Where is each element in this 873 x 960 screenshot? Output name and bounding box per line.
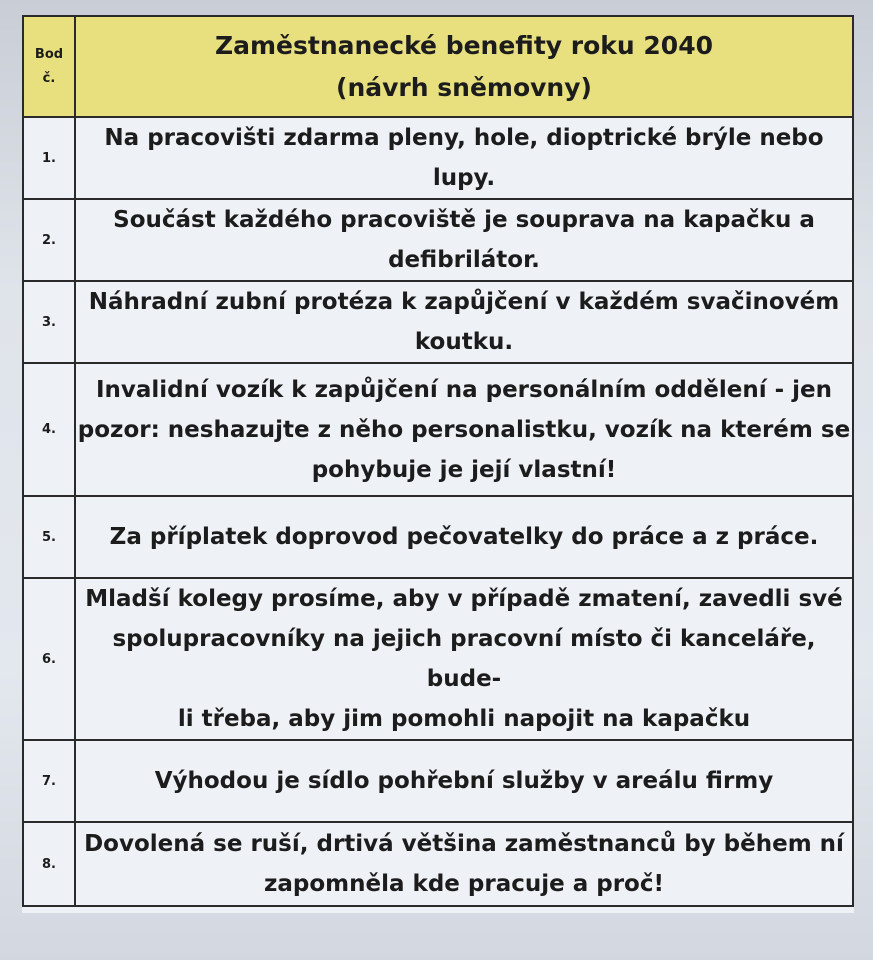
row-text-line: pohybuje je její vlastní! bbox=[311, 456, 617, 483]
row-number: 3. bbox=[23, 281, 75, 363]
row-number: 1. bbox=[23, 117, 75, 199]
table-row bbox=[23, 740, 853, 822]
table-row bbox=[23, 363, 853, 496]
row-text bbox=[75, 281, 853, 363]
row-text bbox=[75, 740, 853, 822]
row-text-line: pozor: neshazujte z něho personalistku, vozík na kterém se bbox=[77, 416, 851, 443]
row-text-line: Dovolená se ruší, drtivá většina zaměstnanců by během ní bbox=[84, 831, 844, 857]
row-text bbox=[75, 578, 853, 740]
row-text-line: Invalidní vozík k zapůjčení na personálním oddělení - jen bbox=[95, 376, 833, 403]
row-number: 8. bbox=[23, 822, 75, 906]
table-row bbox=[23, 822, 853, 906]
row-text-line: zapomněla kde pracuje a proč! bbox=[264, 871, 664, 897]
row-text bbox=[75, 363, 853, 496]
row-text-line: Mladší kolegy prosíme, aby v případě zmatení, zavedli své bbox=[85, 586, 843, 612]
row-number: 4. bbox=[23, 363, 75, 496]
row-text-line: koutku. bbox=[414, 329, 514, 355]
header-num-label-line2: č. bbox=[42, 70, 56, 86]
row-text bbox=[75, 117, 853, 199]
row-text-line: defibrilátor. bbox=[388, 247, 540, 273]
row-text-line: Výhodou je sídlo pohřební služby v areálu firmy bbox=[154, 768, 774, 794]
row-number: 7. bbox=[23, 740, 75, 822]
row-text-line: spolupracovníky na jejich pracovní místo či kanceláře, bude- bbox=[112, 626, 816, 692]
table-row bbox=[23, 117, 853, 199]
row-text-line: Za příplatek doprovod pečovatelky do práce a z práce. bbox=[109, 524, 819, 550]
row-text-line: li třeba, aby jim pomohli napojit na kapačku bbox=[177, 706, 751, 732]
row-text bbox=[75, 199, 853, 281]
table-row bbox=[23, 281, 853, 363]
row-number: 5. bbox=[23, 496, 75, 578]
table-title: Zaměstnanecké benefity roku 2040 bbox=[215, 30, 713, 60]
header-num-label-line1: Bod bbox=[34, 46, 64, 62]
row-text-line: lupy. bbox=[432, 165, 496, 191]
table-row bbox=[23, 578, 853, 740]
row-number: 2. bbox=[23, 199, 75, 281]
header-num-cell bbox=[23, 16, 75, 117]
row-number: 6. bbox=[23, 578, 75, 740]
row-text bbox=[75, 822, 853, 906]
row-text bbox=[75, 496, 853, 578]
table-row bbox=[23, 496, 853, 578]
table-header-row bbox=[23, 16, 853, 117]
benefits-table bbox=[22, 15, 854, 907]
row-text-line: Součást každého pracoviště je souprava na kapačku a bbox=[113, 207, 815, 233]
header-title-cell bbox=[75, 16, 853, 117]
table-subtitle: (návrh sněmovny) bbox=[336, 72, 592, 102]
row-text-line: Náhradní zubní protéza k zapůjčení v každém svačinovém bbox=[88, 289, 840, 315]
row-text-line: Na pracovišti zdarma pleny, hole, dioptrické brýle nebo bbox=[104, 125, 824, 151]
table-row bbox=[23, 199, 853, 281]
